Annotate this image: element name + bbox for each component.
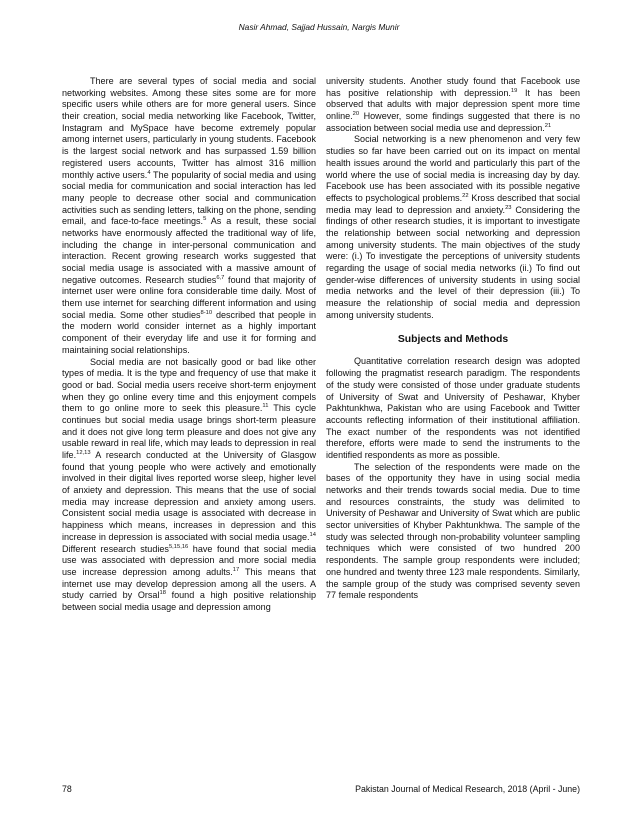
- citation: 21: [544, 122, 552, 129]
- page-number: 78: [62, 784, 72, 794]
- citation: 11: [262, 403, 269, 410]
- journal-citation: Pakistan Journal of Medical Research, 2018 (April - June): [355, 784, 580, 794]
- citation: 17: [232, 566, 240, 573]
- citation: 12,13: [76, 449, 91, 456]
- citation: 5,15,16: [168, 543, 189, 550]
- paragraph-social-media-effects: Social media are not basically good or bad like other types of media. It is the type and frequency of use that make it good or bad. Social media users receive short-term enjoyment when they go online every time and this enjoyment compels them to go online more to seek this pleasure.$^{11}$ This cycle continues but social media usage brings short-term pleasure and it does not give long term pleasure and does not give any usable reward in real life, which may leads to depression in real life.$^{12,13}$ A research conducted at the University of Glasgow found that young people who were actively and emotionally involved in their digital lives reported worse sleep, higher level of anxiety and depression. This means that the use of social media may increase depression and anxiety among users. Consistent social media usage is associated with decrease in happiness which means, increases in depression and this increase in depression is associated with social media usage.$^{14}$ Different research studies$^{5,15,16}$ have found that social media use was associated with depression and more social media use increase depression among adults.$^{17}$ This means that internet use may develop depression among all the users. A study carried by Orsal$^{18}$ found a high positive relationship between social media usage and depression among: [62, 356, 316, 612]
- citation: 5: [203, 216, 207, 223]
- citation: 14: [309, 531, 316, 538]
- citation: 4: [147, 169, 151, 176]
- citation: 19: [510, 87, 518, 94]
- citation: 20: [352, 111, 360, 118]
- citation: 18: [159, 590, 166, 597]
- paragraph-objectives: Social networking is a new phenomenon and very few studies so far have been carried out on its impact on mental health issues around the world and particularly this part of the world where the use of social media is increasing day by day. Facebook use has been associated with its possible negative effects to psychological problems.$^{22}$ Kross described that social media may lead to depression and anxiety.$^{23}$ Considering the findings of other research studies, it is important to investigate the relationship between social networking and depression among university students. The main objectives of the study were: (i.) To investigate the perceptions of university students regarding the usage of social media networks (ii.) To find out gender-wise differences of university students in using social media networks and the level of their depression (iii.) To measure the relationship of social media and depression among university students.: [326, 134, 580, 320]
- paragraph-intro: There are several types of social media and social networking websites. Among these sites some are for more specific users while others are for more general users. Since their creation, social media networking like Facebook, Twitter, Instagram and MySpace have become extremely popular among internet users, particularly in young students. Facebook is the largest social network and has surpassed 1.59 billion registered users accounts, Twitter has almost 316 million monthly active users.$^4$ The popularity of social media and using social media for communication and social interaction has led many people to decrease other social and communication activities such as sending letters, talking on the phone, sending email, and face-to-face meetings.$^5$ As a result, these social networks have enormously affected the traditional way of life, including the change in inter-personal communication and interaction. Recent growing research works suggested that social media usage is associated with a massive amount of negative outcomes. Research studies$^{6,7}$ found that majority of internet user were online fora considerable time daily. Most of them use internet for searching different information and using social media. Some other studies$^{8-10}$ described that people in the modern world consider internet as a highly important component of their everyday life and use it for forming and maintaining social relationships.: [62, 76, 316, 355]
- citation: 22: [462, 192, 469, 199]
- section-heading: Subjects and Methods: [397, 334, 509, 346]
- citation: 8-10: [200, 309, 213, 316]
- paragraph-sampling: The selection of the respondents were made on the bases of the opportunity they have in using social media networks and their trends towards social media. Due to time and resources constraints, the study was delimited to University of Peshawar and University of Swat which are public sector universities of Khyber Pakhtunkhwa. The sample of the study was selected through non-probability volunteer sampling techniques which were consisted of two hundred 200 respondents. The sample group respondents were included; one hundred and twenty three 123 male respondents. Similarly, the sample group of the study was comprised seventy seven 77 female respondents: [326, 461, 580, 601]
- left-column: [62, 76, 316, 614]
- paragraph-design: Quantitative correlation research design was adopted following the pragmatist research paradigm. The respondents of the study were consisted of those under graduate students of University of Swat and University of Peshawar, Khyber Pakhtunkhwa, Pakistan who are using Facebook and Twitter accounts reflecting information of their institutional affiliation. The exact number of the respondents was not identified therefore, efforts were made to send the instruments to the identified respondents as more as possible.: [326, 356, 580, 460]
- citation: 23: [505, 204, 512, 211]
- right-column: [326, 76, 580, 602]
- paragraph-continued: university students. Another study found that Facebook use has positive relationship with depression.$^{19}$ It has been observed that adults with major depression spent more time online.$^{20}$ However, some findings suggested that there is no association between social media use and depression.$^{21}$: [326, 76, 581, 133]
- citation: 6,7: [216, 274, 225, 281]
- running-header: Nasir Ahmad, Sajjad Hussain, Nargis Munir: [238, 22, 400, 32]
